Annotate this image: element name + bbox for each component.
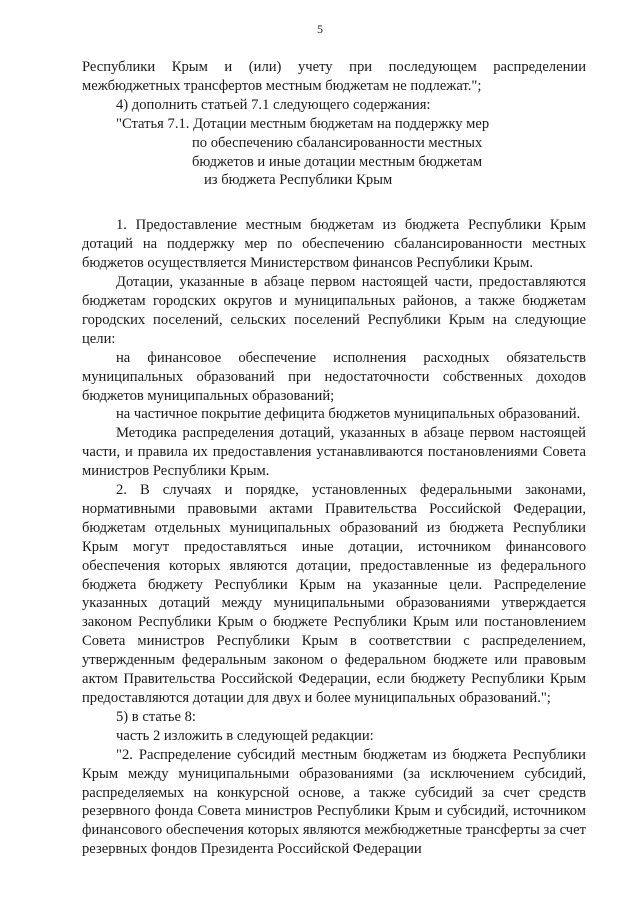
article-title-line-1: "Статья 7.1. Дотации местным бюджетам на поддержку мер [116,115,490,132]
article-part-2: 2. В случаях и порядке, установленных федеральными законами, нормативными правовыми актами Правительства Российской Федерации, бюджетам отдельных муниципальных образований из бюджета Республики Крым могут предоставляться иные дотации, источником финансового обеспечения которых являются дотации, предоставленные из федерального бюджета бюджету Республики Крым на указанные цели. Распределение указанных дотаций между муниципальными образованиями утверждается законом Республики Крым о бюджете Республики Крым или постановлением Совета министров Республики Крым в соответствии с распределением, утвержденным федеральным законом о федеральном бюджете или правовым актом Правительства Российской Федерации, если бюджету Республики Крым предоставляются дотации для двух и более муниципальных образований."; [82,482,586,706]
document-body [82,58,586,859]
article-part-1-para-2: Дотации, указанные в абзаце первом настоящей части, предоставляются бюджетам городских округов и муниципальных районов, а также бюджетам городских поселений, сельских поселений Республики Крым на следующие цели: [82,274,586,347]
continued-paragraph: Республики Крым и (или) учету при последующем распределении межбюджетных трансфертов местным бюджетам не подлежат."; [82,59,586,94]
article-part-1: 1. Предоставление местным бюджетам из бюджета Республики Крым дотаций на поддержку мер по обеспечению сбалансированности местных бюджетов осуществляется Министерством финансов Республики Крым. [82,217,586,272]
article-part-1-goal-2: на частичное покрытие дефицита бюджетов муниципальных образований. [116,406,581,423]
article-part-1-goal-1: на финансовое обеспечение исполнения расходных обязательств муниципальных образований при недостаточности собственных доходов бюджетов муниципальных образований; [82,349,586,404]
article-7-1-title [82,115,586,191]
new-article-8-part-2: "2. Распределение субсидий местным бюджетам из бюджета Республики Крым между муниципальными образованиями (за исключением субсидий, распределяемых на конкурсной основе, а также субсидий за счет средств резервного фонда Совета министров Республики Крым и субсидий, источником финансового обеспечения которых являются межбюджетные трансферты за счет резервных фондов Президента Российской Федерации [82,746,586,858]
amendment-item-5: 5) в статье 8: [116,708,196,725]
article-part-1-methodology: Методика распределения дотаций, указанных в абзаце первом настоящей части, и правила их предоставления устанавливаются постановлениями Совета министров Республики Крым. [82,425,586,480]
article-title-line-2: по обеспечению сбалансированности местных [192,134,483,151]
page-number: 5 [317,22,323,36]
article-title-line-3: бюджетов и иные дотации местным бюджетам [192,153,483,170]
amendment-item-5-intro: часть 2 изложить в следующей редакции: [116,727,374,744]
amendment-item-4: 4) дополнить статьей 7.1 следующего содержания: [116,96,431,113]
article-title-line-4: из бюджета Республики Крым [204,172,393,189]
section-spacer [82,190,586,216]
